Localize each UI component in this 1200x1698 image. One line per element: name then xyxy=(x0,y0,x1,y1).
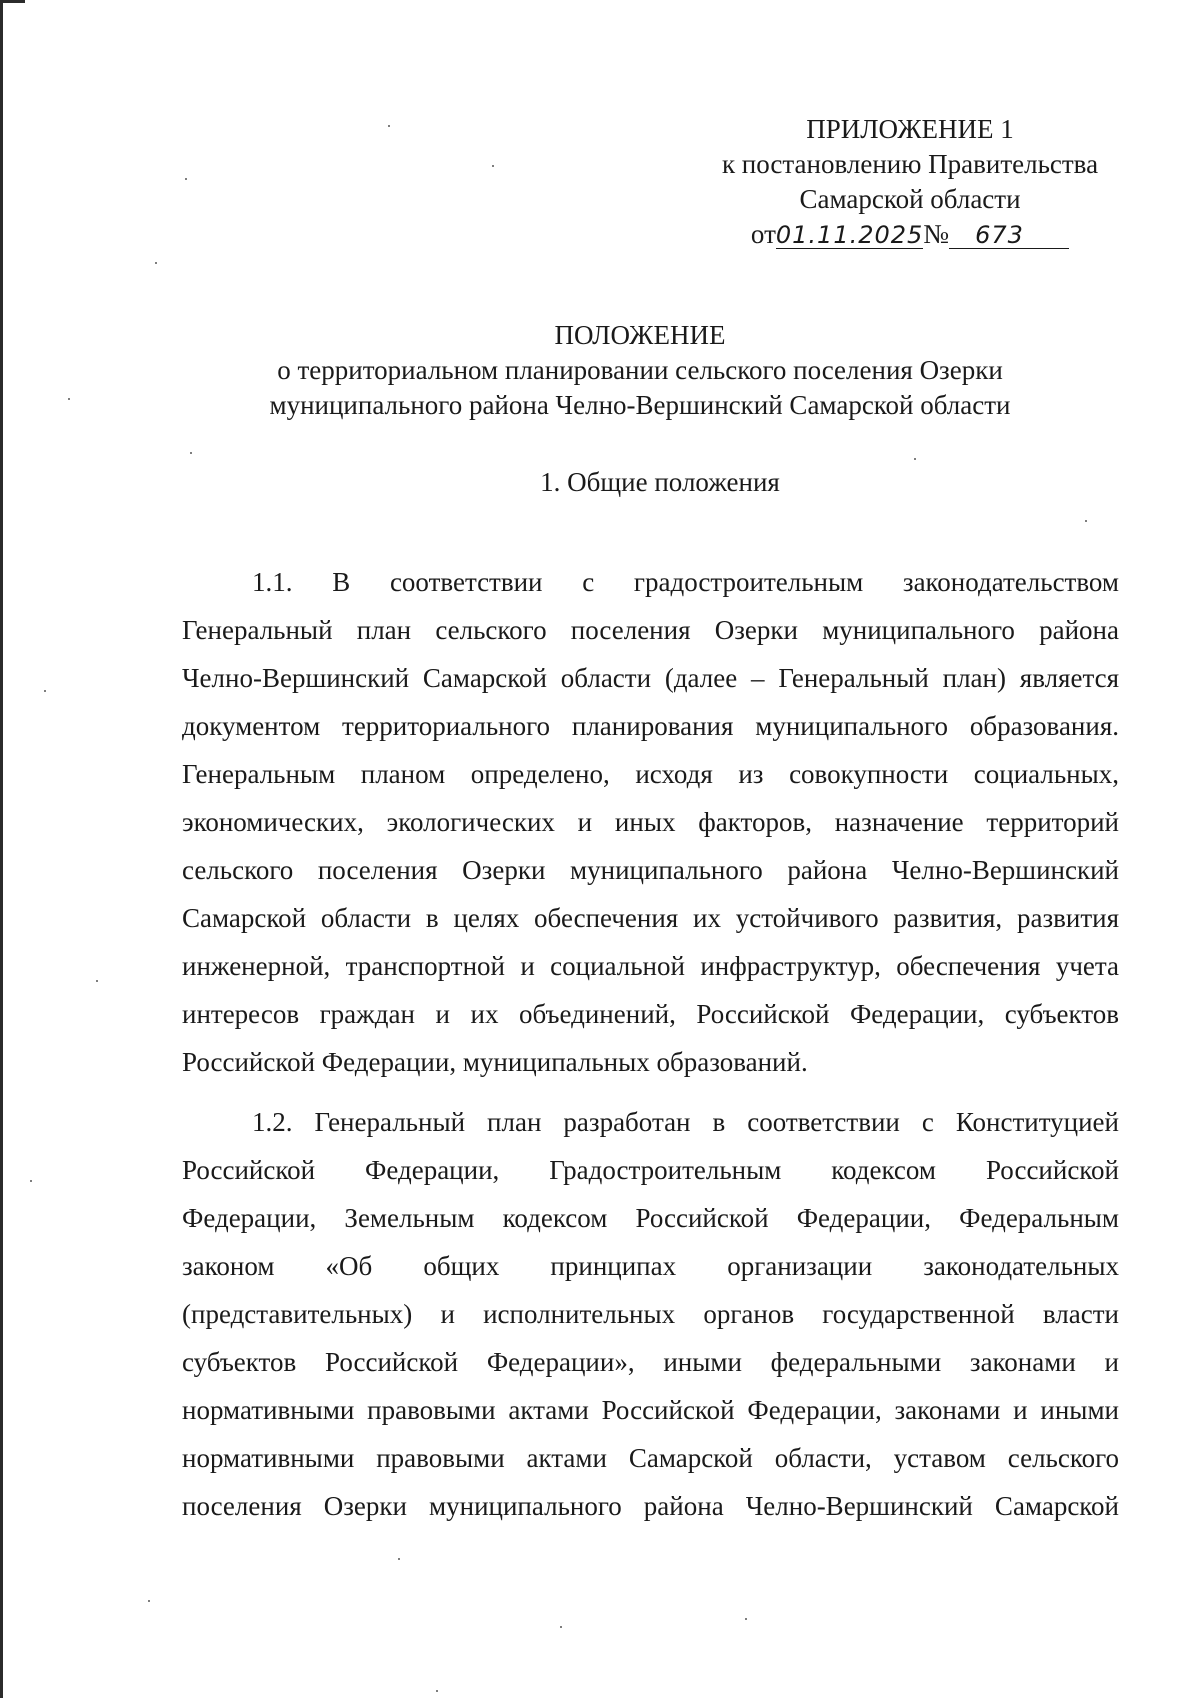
text-line: (представительных) и исполнительных органов государственной власти xyxy=(182,1299,1119,1329)
scan-speck xyxy=(155,262,157,264)
scan-speck xyxy=(492,165,494,167)
scan-corner-mark xyxy=(3,0,25,3)
text-line: нормативными правовыми актами Российской Федерации, законами и иными xyxy=(182,1395,1119,1425)
scan-speck xyxy=(44,690,46,692)
text-line: законом «Об общих принципах организации законодательных xyxy=(182,1251,1119,1281)
paragraph-1-1 xyxy=(182,558,1119,1086)
scan-speck xyxy=(68,398,70,400)
text-line: Генеральным планом определено, исходя из совокупности социальных, xyxy=(182,759,1119,789)
scan-speck xyxy=(398,1558,400,1560)
document-title: ПОЛОЖЕНИЕ xyxy=(554,320,726,350)
section-heading xyxy=(480,465,840,500)
text-line: Федерации, Земельным кодексом Российской Федерации, Федеральным xyxy=(182,1203,1119,1233)
text-line: Челно-Вершинский Самарской области (далее – Генеральный план) является xyxy=(182,663,1119,693)
text-line: экономических, экологических и иных факторов, назначение территорий xyxy=(182,807,1119,837)
text-line: документом территориального планирования муниципального образования. xyxy=(182,711,1119,741)
text-line: Самарской области в целях обеспечения их устойчивого развития, развития xyxy=(182,903,1119,933)
scan-speck xyxy=(148,1600,150,1602)
text-line: Российской Федерации, муниципальных образований. xyxy=(182,1047,808,1077)
scan-speck xyxy=(96,980,98,982)
handwritten-date: 01.11.2025 xyxy=(775,221,924,249)
text-line: нормативными правовыми актами Самарской области, уставом сельского xyxy=(182,1443,1119,1473)
scan-speck xyxy=(1085,520,1087,522)
document-subtitle-line-1: о территориальном планировании сельского поселения Озерки xyxy=(277,355,1003,385)
text-line: поселения Озерки муниципального района Челно-Вершинский Самарской xyxy=(182,1491,1119,1521)
appendix-label: ПРИЛОЖЕНИЕ 1 xyxy=(806,114,1014,144)
text-line: Генеральный план сельского поселения Озерки муниципального района xyxy=(182,615,1119,645)
appendix-date-number-line xyxy=(700,217,1120,252)
scan-left-edge xyxy=(0,0,3,1698)
text-line: 1.1. В соответствии с градостроительным законодательством xyxy=(252,567,1119,597)
appendix-region-line: Самарской области xyxy=(799,184,1021,214)
document-subtitle-line-2: муниципального района Челно-Вершинский Самарской области xyxy=(269,390,1011,420)
text-line: Российской Федерации, Градостроительным кодексом Российской xyxy=(182,1155,1119,1185)
handwritten-number: 673 xyxy=(949,222,1069,249)
scan-speck xyxy=(914,458,916,460)
scan-speck xyxy=(185,178,187,180)
appendix-block xyxy=(700,112,1120,252)
scan-speck xyxy=(388,125,390,127)
text-line: сельского поселения Озерки муниципального района Челно-Вершинский xyxy=(182,855,1119,885)
scan-speck xyxy=(436,1690,438,1692)
section-number: 1. xyxy=(540,467,561,497)
appendix-resolution-line: к постановлению Правительства xyxy=(721,149,1099,179)
number-prefix: № xyxy=(923,219,950,249)
scan-speck xyxy=(745,1618,747,1620)
date-prefix: от xyxy=(750,219,776,249)
text-line: субъектов Российской Федерации», иными федеральными законами и xyxy=(182,1347,1119,1377)
document-title-block xyxy=(240,318,1040,423)
text-line: инженерной, транспортной и социальной инфраструктур, обеспечения учета xyxy=(182,951,1119,981)
scan-speck xyxy=(560,1626,562,1628)
scan-speck xyxy=(30,1180,32,1182)
paragraph-1-2 xyxy=(182,1098,1119,1530)
scan-speck xyxy=(190,452,192,454)
text-line: интересов граждан и их объединений, Российской Федерации, субъектов xyxy=(182,999,1119,1029)
section-title: Общие положения xyxy=(567,467,780,497)
text-line: 1.2. Генеральный план разработан в соответствии с Конституцией xyxy=(252,1107,1119,1137)
